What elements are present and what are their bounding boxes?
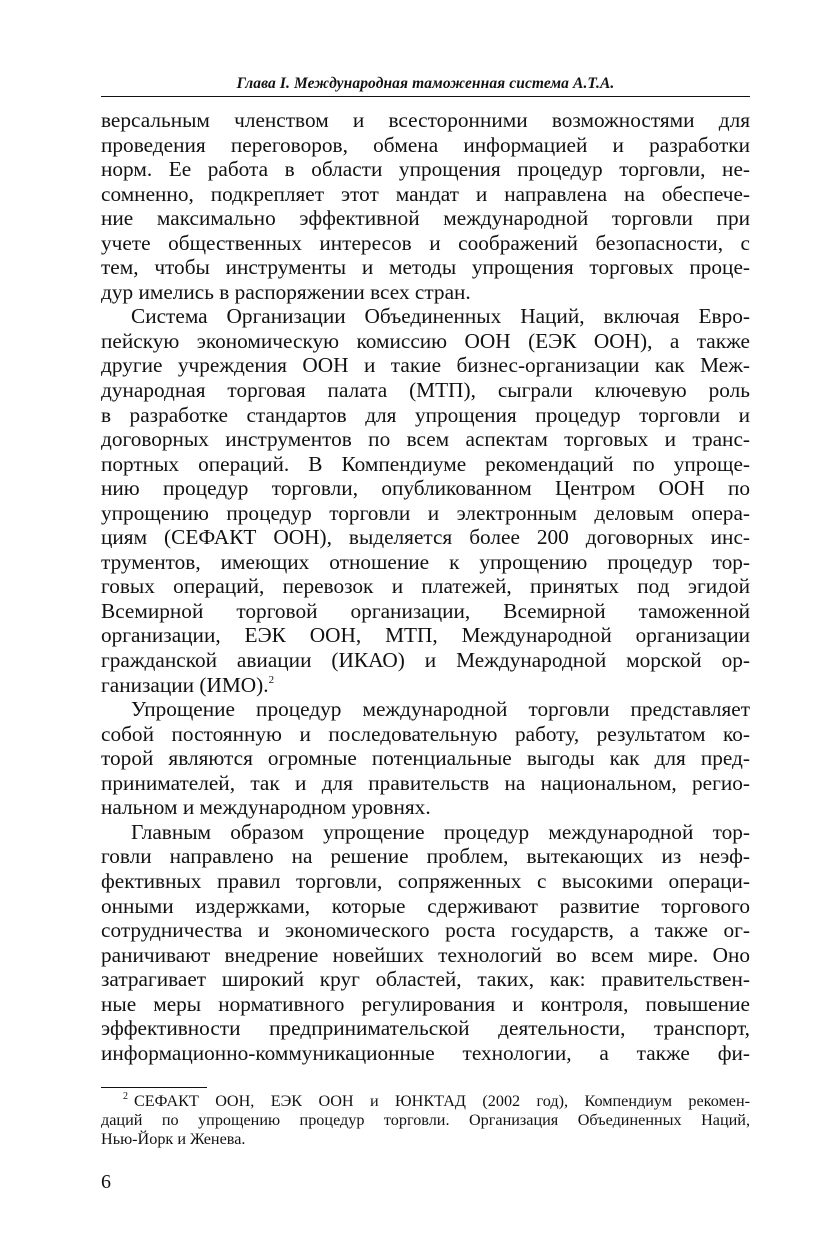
page-number: 6: [101, 1171, 111, 1193]
text-line: дур имелись в распоряжении всех стран.: [101, 279, 471, 304]
footnote-line: Нью-Йорк и Женева.: [101, 1130, 246, 1148]
text-line: торой являются огромные потенциальные выгоды как для пред-: [101, 746, 750, 771]
text-line: Система Организации Объединенных Наций, включая Евро-: [131, 304, 750, 329]
text-line: раничивают внедрение новейших технологий во всем мире. Оно: [101, 942, 750, 967]
text-line: в разработке стандартов для упрощения процедур торговли и: [101, 402, 750, 427]
text-line: трументов, имеющих отношение к упрощению процедур тор-: [101, 549, 750, 574]
text-line: организации, ЕЭК ООН, МТП, Международной организации: [101, 623, 750, 648]
text-line: эффективности предпринимательской деятельности, транспорт,: [101, 1016, 750, 1041]
text-line: ные меры нормативного регулирования и контроля, повышение: [101, 991, 750, 1016]
header-rule: [101, 96, 750, 97]
footnote-line: даций по упрощению процедур торговли. Организация Объединенных Наций,: [101, 1111, 750, 1129]
text-line: циям (СЕФАКТ ООН), выделяется более 200 договорных инс-: [101, 525, 750, 550]
text-fragment: ганизации (ИМО).: [101, 672, 269, 697]
text-line: сомненно, подкрепляет этот мандат и направлена на обеспече-: [101, 181, 750, 206]
text-line: нию процедур торговли, опубликованном Центром ООН по: [101, 476, 750, 501]
text-line: собой постоянную и последовательную работу, результатом ко-: [101, 721, 750, 746]
text-line: норм. Ее работа в области упрощения процедур торговли, не-: [101, 157, 750, 182]
body-text: [101, 108, 750, 1065]
text-line: фективных правил торговли, сопряженных с высокими операци-: [101, 868, 750, 893]
footnote-line: [101, 1092, 750, 1111]
text-line: ние максимально эффективной международной торговли при: [101, 206, 750, 231]
text-line: упрощению процедур торговли и электронным деловым опера-: [101, 500, 750, 525]
text-line-with-footnote-ref: [101, 673, 750, 698]
running-header: Глава I. Международная таможенная система А.Т.А.: [236, 75, 615, 92]
text-line: принимателей, так и для правительств на национальном, регио-: [101, 770, 750, 795]
text-line: нальном и международном уровнях.: [101, 795, 431, 820]
footnote-rule: [101, 1087, 207, 1088]
text-line: Упрощение процедур международной торговли представляет: [131, 697, 750, 722]
text-line: дународная торговая палата (МТП), сыграли ключевую роль: [101, 378, 750, 403]
text-line: онными издержками, которые сдерживают развитие торгового: [101, 893, 750, 918]
text-fragment: СЕФАКТ ООН, ЕЭК ООН и ЮНКТАД (2002 год), Компендиум рекомен-: [134, 1092, 750, 1110]
text-line: Главным образом упрощение процедур международной тор-: [131, 819, 750, 844]
text-line: информационно-коммуникационные технологии, а также фи-: [101, 1040, 750, 1065]
text-line: портных операций. В Компендиуме рекомендаций по упроще-: [101, 451, 750, 476]
text-line: затрагивает широкий круг областей, таких, как: правительствен-: [101, 967, 750, 992]
text-line: проведения переговоров, обмена информацией и разработки: [101, 132, 750, 157]
text-line: учете общественных интересов и соображений безопасности, с: [101, 230, 750, 255]
text-line: сотрудничества и экономического роста государств, а также ог-: [101, 918, 750, 943]
text-line: другие учреждения ООН и такие бизнес-организации как Меж-: [101, 353, 750, 378]
text-line: договорных инструментов по всем аспектам торговых и транс-: [101, 427, 750, 452]
text-line: говли направлено на решение проблем, вытекающих из неэф-: [101, 844, 750, 869]
text-line: версальным членством и всесторонними возможностями для: [101, 108, 750, 132]
text-line: Всемирной торговой организации, Всемирной таможенной: [101, 598, 750, 623]
text-line: пейскую экономическую комиссию ООН (ЕЭК ООН), а также: [101, 328, 750, 353]
footnote-reference: 2: [268, 673, 275, 686]
footnote-marker: 2: [123, 1091, 128, 1102]
text-line: говых операций, перевозок и платежей, принятых под эгидой: [101, 574, 750, 599]
footnote: [101, 1092, 750, 1149]
text-line: гражданской авиации (ИКАО) и Международной морской ор-: [101, 648, 750, 673]
text-line: тем, чтобы инструменты и методы упрощения торговых проце-: [101, 255, 750, 280]
